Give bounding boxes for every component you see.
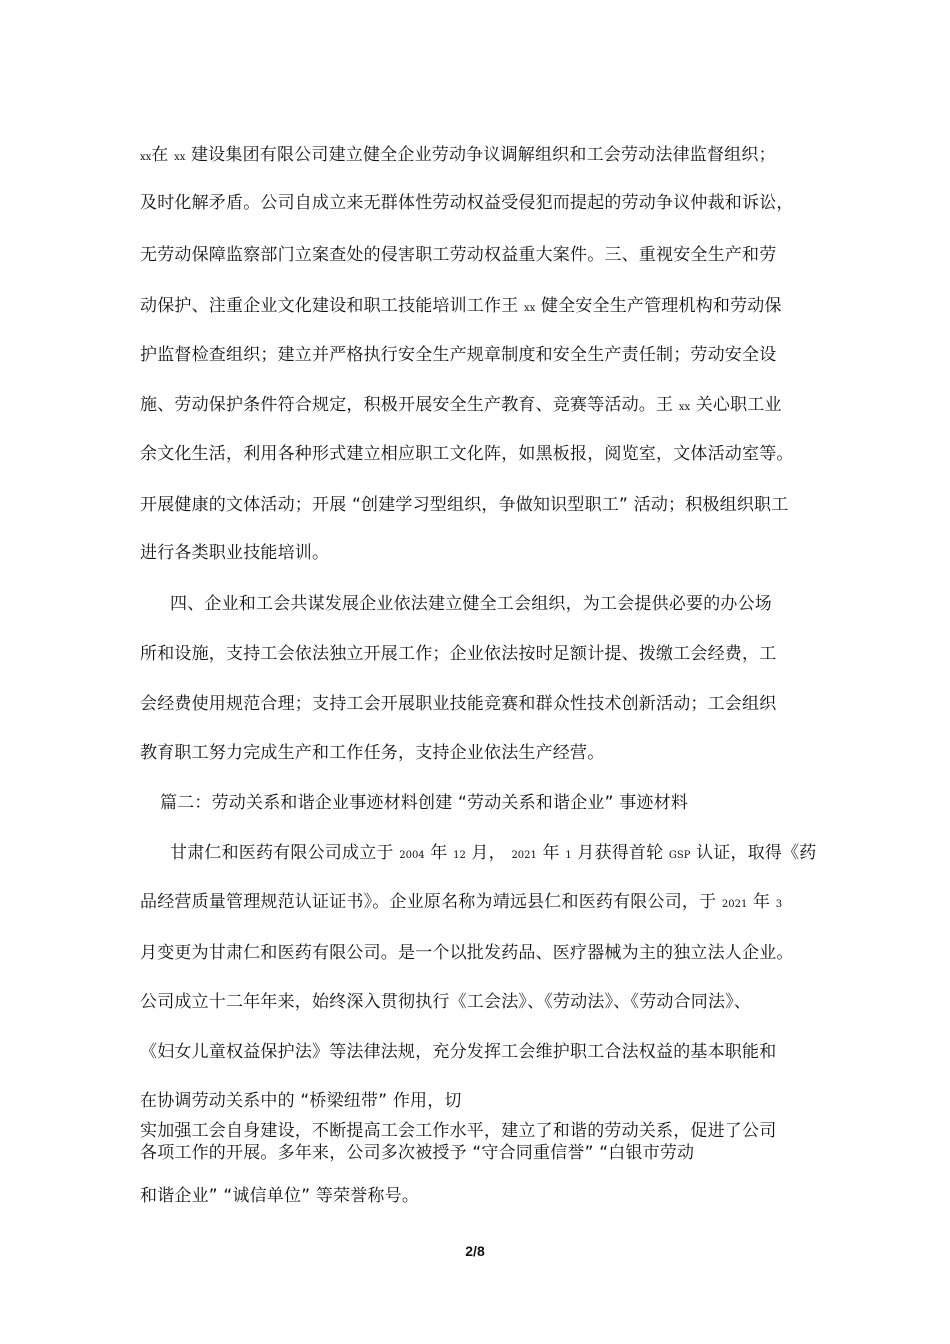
- line-text: 《妇女儿童权益保护法》等法律法规，充分发挥工会维护职工合法权益的基本职能和: [140, 1042, 777, 1062]
- text-line: [160, 788, 688, 813]
- text-line: [140, 689, 776, 714]
- line-text: 月，: [465, 843, 512, 863]
- line-text: 年: [424, 843, 454, 863]
- line-text: 施、劳动保护条件符合规定，积极开展安全生产教育、竞赛等活动。王: [140, 395, 679, 415]
- line-text: 开展健康的文体活动；开展 “创建学习型组织，争做知识型职工” 活动；积极组织职工: [140, 495, 789, 515]
- line-text: 公司成立十二年年来，始终深入贯彻执行《工会法》、《劳动法》、《劳动合同法》、: [140, 992, 752, 1012]
- text-line: [140, 887, 782, 912]
- inline-code-text: 3: [775, 899, 783, 910]
- line-text: 及时化解矛盾。公司自成立来无群体性劳动权益受侵犯而提起的劳动争议仲裁和诉讼，: [140, 193, 794, 213]
- line-text: 实加强工会自身建设，不断提高工会工作水平，建立了和谐的劳动关系，促进了公司: [140, 1121, 777, 1141]
- text-line: [140, 439, 794, 464]
- text-line: [140, 490, 788, 515]
- text-line: [170, 589, 772, 614]
- inline-code-text: GSP: [668, 850, 691, 861]
- line-text: 在协调劳动关系中的 “桥梁纽带” 作用，切: [140, 1091, 462, 1111]
- line-text: 篇二：劳动关系和谐企业事迹材料创建 “劳动关系和谐企业” 事迹材料: [160, 793, 689, 813]
- line-text: 甘肃仁和医药有限公司成立于: [170, 843, 400, 863]
- text-line: [140, 188, 794, 213]
- line-text: 健全安全生产管理机构和劳动保: [535, 296, 782, 316]
- line-text: 月获得首轮: [571, 843, 669, 863]
- text-line: [140, 1037, 776, 1062]
- line-text: 进行各类职业技能培训。: [140, 543, 330, 563]
- line-text: 所和设施，支持工会依法独立开展工作；企业依法按时足额计提、拨缴工会经费，工: [140, 644, 777, 664]
- line-text: 年: [747, 892, 776, 912]
- line-text: 认证，取得《药: [690, 843, 817, 863]
- line-text: 月变更为甘肃仁和医药有限公司。是一个以批发药品、医疗器械为主的独立法人企业。: [140, 943, 794, 963]
- inline-code-text: xx: [174, 152, 186, 163]
- text-line: [140, 1138, 694, 1163]
- text-line: [140, 240, 776, 265]
- line-text: 四、企业和工会共谋发展企业依法建立健全工会组织，为工会提供必要的办公场: [170, 594, 772, 614]
- text-line: [140, 390, 782, 415]
- text-line: [140, 1086, 462, 1111]
- line-text: 关心职工业: [690, 395, 782, 415]
- inline-code-text: 2021: [721, 899, 748, 910]
- inline-code-text: 1: [565, 850, 572, 861]
- line-text: 无劳动保障监察部门立案查处的侵害职工劳动权益重大案件。三、重视安全生产和劳: [140, 245, 777, 265]
- line-text: 各项工作的开展。多年来，公司多次被授予 “守合同重信誉” “白银市劳动: [140, 1143, 695, 1163]
- text-line: [140, 291, 782, 316]
- text-line: [140, 1181, 419, 1206]
- line-text: 在: [151, 145, 175, 165]
- line-text: 建设集团有限公司建立健全企业劳动争议调解组织和工会劳动法律监督组织；: [185, 145, 776, 165]
- line-text: 护监督检查组织；建立并严格执行安全生产规章制度和安全生产责任制；劳动安全设: [140, 345, 777, 365]
- text-line: [170, 838, 817, 863]
- line-text: 教育职工努力完成生产和工作任务，支持企业依法生产经营。: [140, 743, 605, 763]
- page-number: 2/8: [465, 1243, 485, 1259]
- line-text: 和谐企业” “诚信单位” 等荣誉称号。: [140, 1186, 420, 1206]
- inline-code-text: 2021: [511, 850, 537, 861]
- text-line: [140, 538, 329, 563]
- line-text: 品经营质量管理规范认证证书》。企业原名称为靖远县仁和医药有限公司，于: [140, 892, 722, 912]
- line-text: 年: [536, 843, 566, 863]
- inline-code-text: xx: [140, 152, 152, 163]
- text-line: [140, 738, 604, 763]
- text-line: [140, 140, 776, 165]
- text-line: [140, 938, 794, 963]
- line-text: 余文化生活，利用各种形式建立相应职工文化阵，如黑板报，阅览室，文体活动室等。: [140, 444, 794, 464]
- inline-code-text: xx: [524, 303, 536, 314]
- line-text: 会经费使用规范合理；支持工会开展职业技能竞赛和群众性技术创新活动；工会组织: [140, 694, 777, 714]
- inline-code-text: 2004: [399, 850, 425, 861]
- text-line: [140, 340, 776, 365]
- text-line: [140, 987, 751, 1012]
- inline-code-text: 12: [453, 850, 466, 861]
- line-text: 动保护、注重企业文化建设和职工技能培训工作王: [140, 296, 525, 316]
- inline-code-text: xx: [678, 402, 691, 413]
- text-line: [140, 639, 776, 664]
